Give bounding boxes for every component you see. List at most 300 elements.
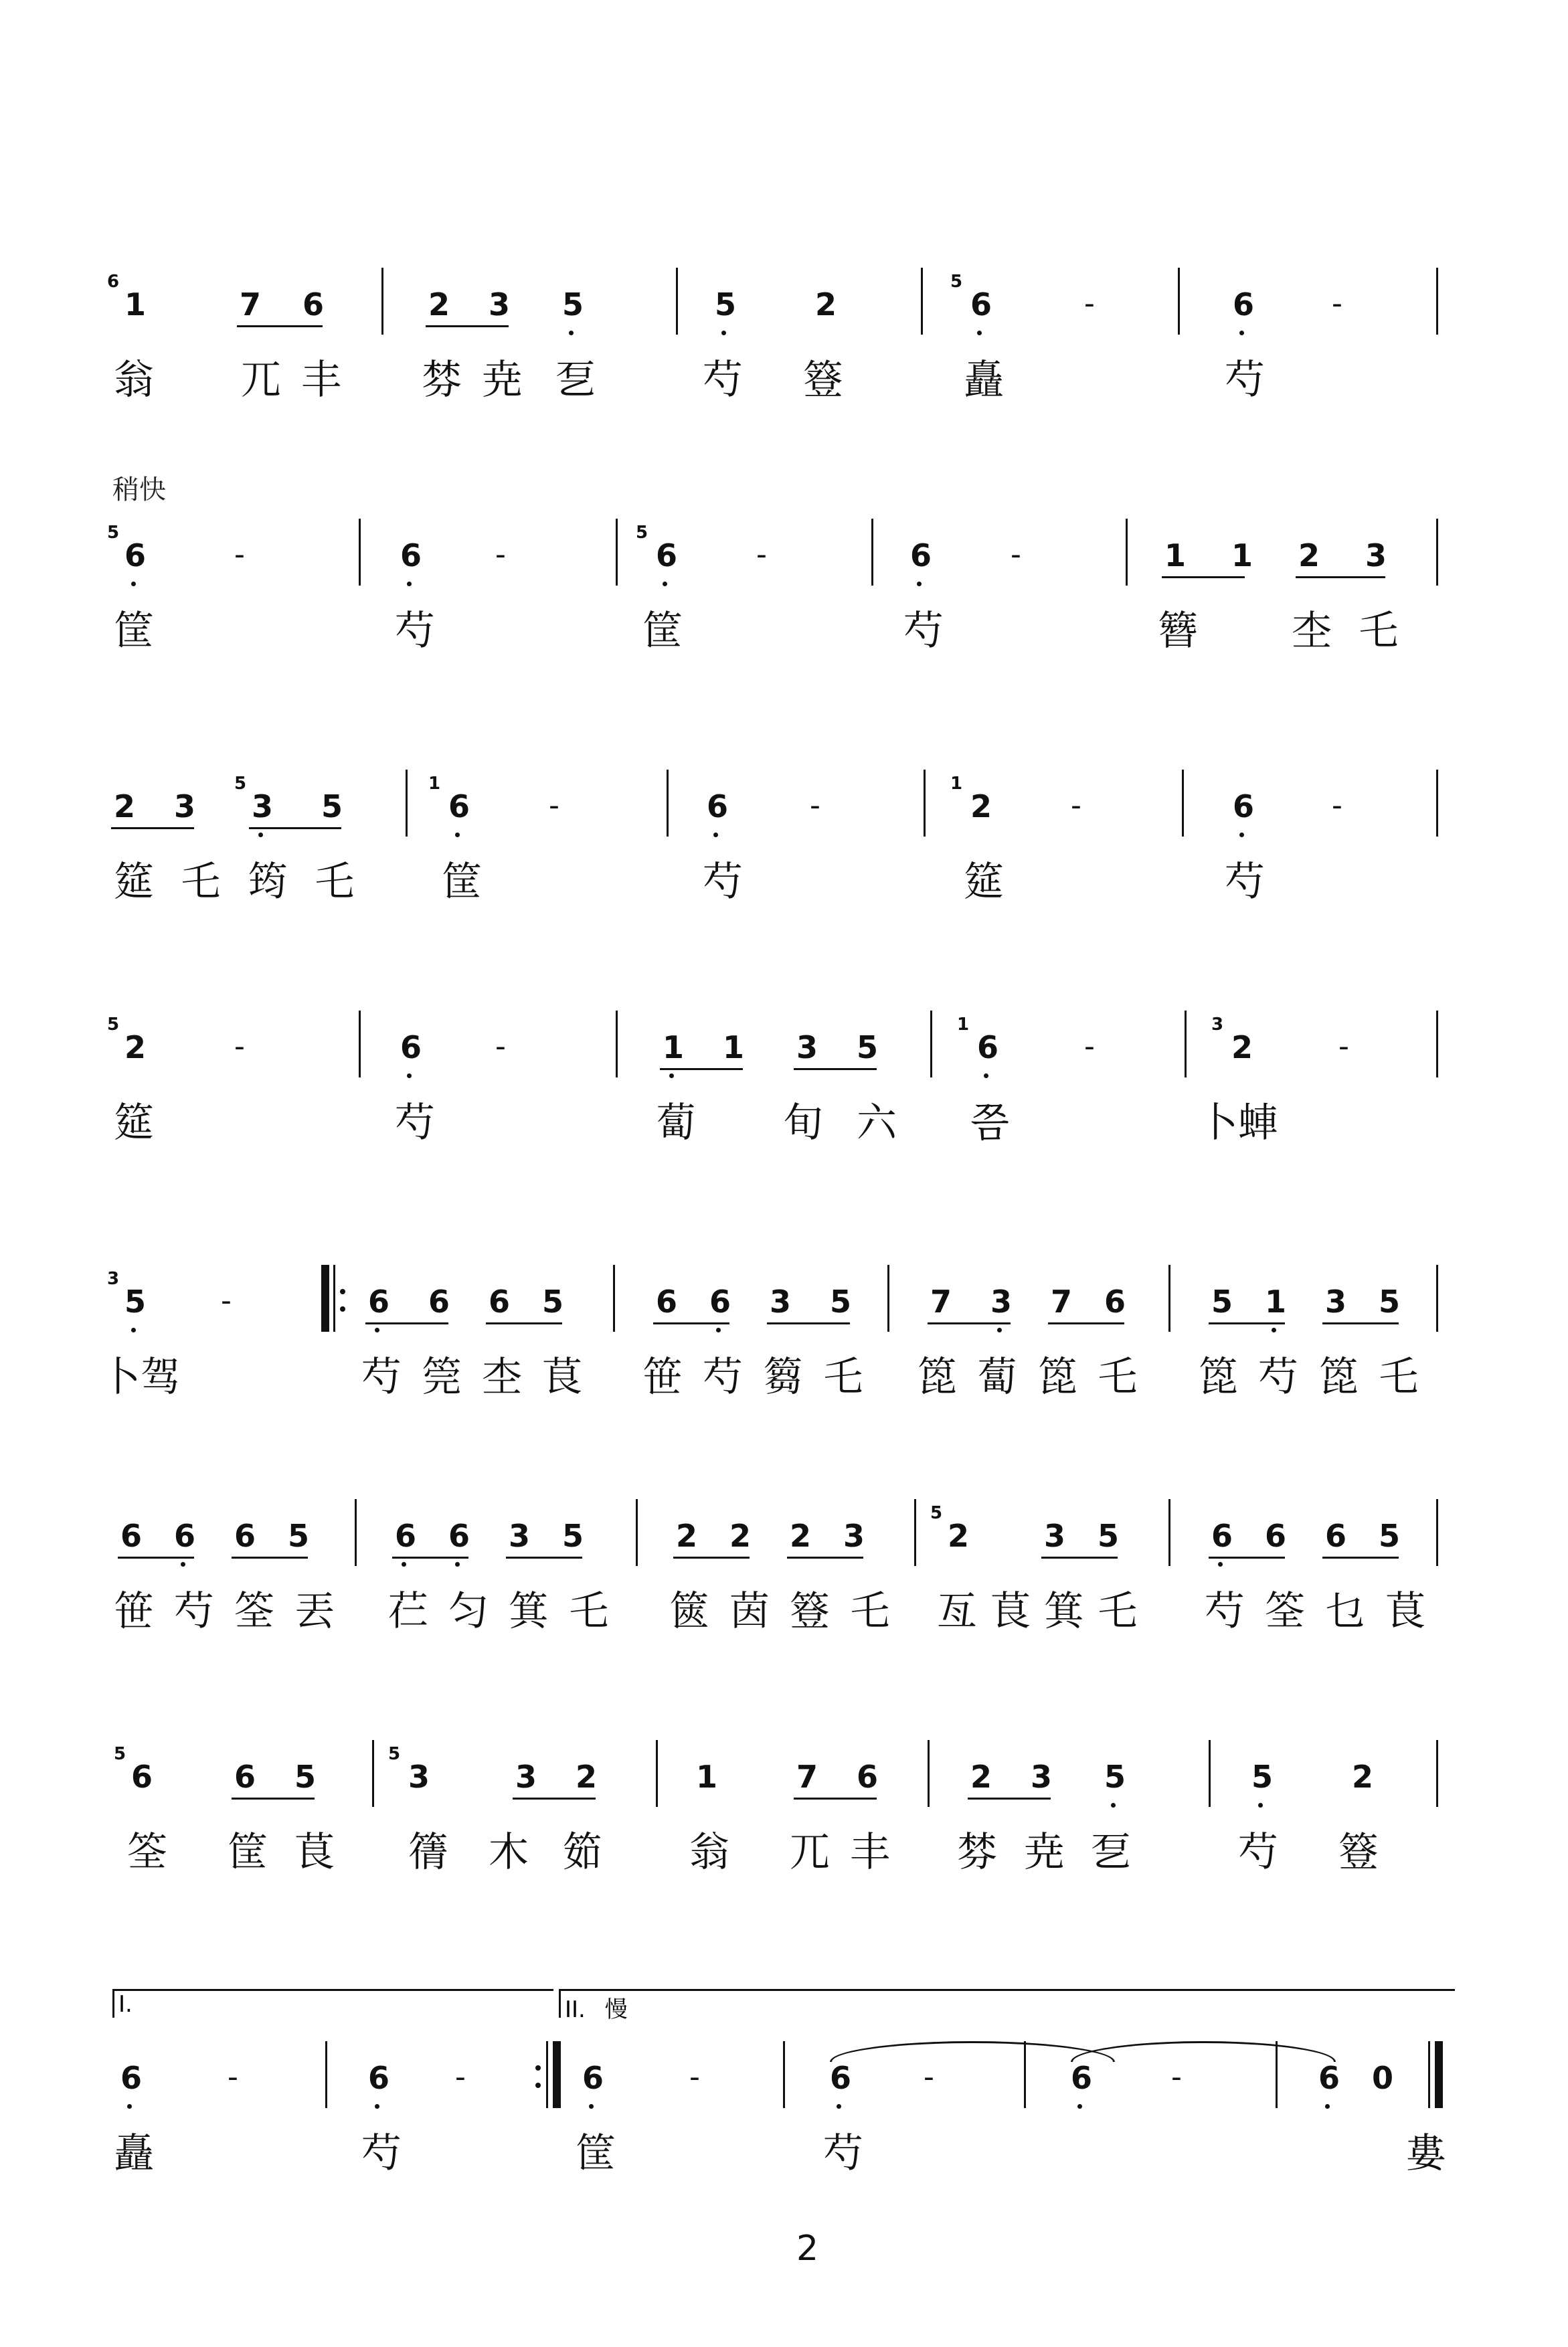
lyric: 茛 — [542, 1354, 582, 1401]
note: 6 — [368, 1284, 390, 1320]
underline — [1162, 576, 1245, 578]
grace-note: 5 — [930, 1503, 943, 1523]
note: 5 — [562, 1518, 584, 1554]
note: 6 — [857, 1759, 879, 1795]
lyric: 蔔 — [977, 1354, 1017, 1401]
note: 3 — [770, 1284, 792, 1320]
lyric: 乇 — [315, 859, 355, 905]
underline — [787, 1557, 863, 1559]
barline — [1024, 2041, 1026, 2108]
lyric-row — [100, 1820, 1459, 1901]
volta-1: I. — [112, 1989, 553, 2018]
lyric: 亙 — [937, 1588, 977, 1635]
lyric: 筐 — [114, 608, 154, 655]
octave-dot — [375, 1328, 379, 1332]
underline — [1322, 1557, 1399, 1559]
barline — [921, 268, 923, 335]
note: 6 — [124, 537, 147, 574]
underline — [118, 1557, 194, 1559]
dash: - — [221, 1284, 232, 1318]
note: 3 — [408, 1759, 430, 1795]
barline — [1436, 1011, 1438, 1077]
lyric: 乇 — [1098, 1588, 1138, 1635]
note: 5 — [288, 1518, 310, 1554]
lyric: 筐 — [576, 2130, 616, 2177]
lyric: 芍 — [1225, 859, 1265, 905]
barline — [1436, 519, 1438, 586]
dash: - — [228, 2060, 238, 2094]
octave-dot — [997, 1328, 1002, 1332]
note: 5 — [830, 1284, 852, 1320]
lyric: 쯤 — [970, 1100, 1009, 1146]
note: 2 — [1298, 537, 1320, 574]
dash: - — [455, 2060, 466, 2094]
barline — [372, 1740, 374, 1807]
underline — [660, 1068, 743, 1070]
note: 5 — [562, 286, 584, 323]
lyric: 芍 — [395, 1100, 435, 1146]
note: 6 — [656, 1284, 678, 1320]
page-number: 2 — [796, 2229, 819, 2269]
lyric: 芍 — [703, 859, 743, 905]
grace-note: 6 — [107, 272, 120, 292]
barline — [1276, 2041, 1278, 2108]
dash: - — [1011, 537, 1021, 572]
tempo-mark: 稍快 — [112, 474, 166, 505]
dash: - — [495, 537, 506, 572]
repeat-dot — [535, 2083, 541, 2088]
underline — [1048, 1322, 1124, 1324]
lyric: 翁 — [689, 1829, 729, 1876]
lyric-row — [100, 348, 1459, 428]
octave-dot — [716, 1328, 721, 1332]
lyric: 芍 — [823, 2130, 863, 2177]
lyric: 箆 — [1037, 1354, 1077, 1401]
note: 7 — [796, 1759, 818, 1795]
note: 6 — [910, 537, 932, 574]
barline — [1182, 770, 1184, 837]
octave-dot — [984, 1073, 988, 1078]
barline — [1436, 268, 1438, 335]
lyric: 乇 — [181, 859, 221, 905]
note: 2 — [1231, 1029, 1253, 1065]
octave-dot — [131, 1328, 136, 1332]
note: 3 — [1031, 1759, 1053, 1795]
octave-dot — [455, 1562, 460, 1567]
barline — [616, 1011, 618, 1077]
dash: - — [756, 537, 767, 572]
note: 6 — [1325, 1518, 1347, 1554]
octave-dot — [837, 2104, 841, 2109]
barline — [1436, 1265, 1438, 1332]
note: 5 — [321, 788, 343, 824]
underline — [426, 325, 509, 327]
tie — [1071, 2041, 1336, 2062]
lyric: 芍 — [1225, 357, 1265, 404]
volta-2 — [559, 1989, 1455, 2023]
octave-dot — [181, 1562, 185, 1567]
note: 2 — [676, 1518, 698, 1554]
dash: - — [1071, 788, 1081, 822]
note: 6 — [1318, 2060, 1340, 2096]
octave-dot — [1239, 331, 1244, 335]
octave-dot — [1218, 1562, 1223, 1567]
lyric: 杢 — [1292, 608, 1332, 655]
underline — [794, 1068, 877, 1070]
barline — [1168, 1265, 1170, 1332]
octave-dot — [663, 582, 667, 586]
note: 6 — [120, 2060, 143, 2096]
octave-dot — [1111, 1803, 1116, 1808]
lyric: 乇 — [1379, 1354, 1419, 1401]
dash: - — [1084, 1029, 1095, 1063]
lyric: 茛 — [1385, 1588, 1425, 1635]
barline — [1168, 1499, 1170, 1566]
dash: - — [924, 2060, 934, 2094]
octave-dot — [402, 1562, 406, 1567]
note: 2 — [114, 788, 136, 824]
underline — [237, 325, 323, 327]
note: 3 — [489, 286, 511, 323]
dash: - — [234, 1029, 245, 1063]
lyric: 尭 — [482, 357, 522, 404]
lyric: 兀 — [241, 357, 281, 404]
octave-dot — [258, 833, 263, 837]
grace-note: 1 — [950, 774, 963, 794]
lyric: 芍 — [174, 1588, 214, 1635]
lyric: 筠 — [248, 859, 288, 905]
note: 2 — [1352, 1759, 1374, 1795]
grace-note: 5 — [107, 523, 120, 543]
note: 6 — [428, 1284, 450, 1320]
note: 3 — [796, 1029, 818, 1065]
lyric: 芍 — [361, 1354, 402, 1401]
note: 7 — [1051, 1284, 1073, 1320]
dash: - — [234, 537, 245, 572]
underline — [928, 1322, 1011, 1324]
lyric: 乭 — [555, 357, 596, 404]
barline — [616, 519, 618, 586]
note: 1 — [124, 286, 147, 323]
octave-dot — [713, 833, 718, 837]
lyric: 乇 — [823, 1354, 863, 1401]
repeat-dot — [340, 1289, 345, 1294]
note: 5 — [1211, 1284, 1233, 1320]
underline — [513, 1798, 596, 1800]
dash: - — [1332, 286, 1342, 321]
repeat-start — [321, 1265, 329, 1332]
note: 1 — [1164, 537, 1187, 574]
note: 1 — [723, 1029, 745, 1065]
note: 3 — [252, 788, 274, 824]
lyric: 芢 — [388, 1588, 428, 1635]
lyric: 乇 — [1359, 608, 1399, 655]
note: 5 — [1379, 1518, 1401, 1554]
repeat-end — [553, 2041, 561, 2108]
note: 2 — [790, 1518, 812, 1554]
barline — [613, 1265, 615, 1332]
note: 1 — [1265, 1284, 1287, 1320]
lyric: 筐 — [228, 1829, 268, 1876]
barline — [667, 770, 669, 837]
underline — [506, 1557, 582, 1559]
note: 5 — [1251, 1759, 1274, 1795]
note: 5 — [715, 286, 737, 323]
note: 0 — [1372, 2060, 1394, 2096]
lyric: 六 — [857, 1100, 897, 1146]
lyric: 箕 — [1044, 1588, 1084, 1635]
dash: - — [1338, 1029, 1349, 1063]
lyric: 芍 — [1238, 1829, 1278, 1876]
dash: - — [1171, 2060, 1182, 2094]
underline — [1041, 1557, 1118, 1559]
barline — [325, 2041, 327, 2108]
lyric: 丰 — [301, 357, 341, 404]
note: 6 — [1233, 286, 1255, 323]
barline — [355, 1499, 357, 1566]
note: 1 — [1231, 537, 1253, 574]
note: 5 — [294, 1759, 317, 1795]
lyric: 芍 — [361, 2130, 402, 2177]
note: 3 — [1365, 537, 1387, 574]
lyric: 芍 — [903, 608, 944, 655]
dash: - — [549, 788, 559, 822]
note: 2 — [970, 788, 992, 824]
note: 6 — [707, 788, 729, 824]
lyric-row — [100, 2121, 1459, 2202]
lyric: 篋 — [669, 1588, 709, 1635]
note: 6 — [400, 1029, 422, 1065]
octave-dot — [1077, 2104, 1082, 2109]
underline — [249, 827, 341, 829]
note: 6 — [1104, 1284, 1126, 1320]
grace-note: 5 — [107, 1015, 120, 1035]
lyric: 卜蛼 — [1198, 1100, 1278, 1146]
barline — [783, 2041, 785, 2108]
underline — [968, 1798, 1051, 1800]
lyric: 翁 — [114, 357, 154, 404]
lyric: 旬 — [783, 1100, 823, 1146]
lyric-row — [100, 599, 1459, 679]
lyric: 芍 — [1205, 1588, 1245, 1635]
barline — [930, 1011, 932, 1077]
lyric: 蔔 — [656, 1100, 696, 1146]
lyric: 筎 — [562, 1829, 602, 1876]
barline — [1436, 770, 1438, 837]
lyric: 箆 — [917, 1354, 957, 1401]
note: 6 — [448, 788, 470, 824]
dash: - — [495, 1029, 506, 1063]
tempo-mark-slow: 慢 — [604, 1996, 628, 2023]
octave-dot — [1325, 2104, 1330, 2109]
volta-2-label: II. — [565, 1996, 586, 2023]
lyric: 木 — [489, 1829, 529, 1876]
dash: - — [689, 2060, 700, 2094]
note: 6 — [1265, 1518, 1287, 1554]
barline — [887, 1265, 889, 1332]
lyric-row — [100, 1579, 1459, 1660]
note: 7 — [240, 286, 262, 323]
note: 6 — [489, 1284, 511, 1320]
note: 2 — [948, 1518, 970, 1554]
lyric: 簦 — [803, 357, 843, 404]
barline — [359, 1011, 361, 1077]
lyric: 乭 — [1091, 1829, 1131, 1876]
underline — [232, 1798, 315, 1800]
note: 6 — [1233, 788, 1255, 824]
octave-dot — [569, 331, 574, 335]
lyric: 兀 — [790, 1829, 830, 1876]
lyric: 箆 — [1318, 1354, 1359, 1401]
lyric: 篘 — [763, 1354, 803, 1401]
lyric: 笹 — [114, 1588, 154, 1635]
octave-dot — [1272, 1328, 1276, 1332]
note: 6 — [1211, 1518, 1233, 1554]
barline — [1436, 1499, 1438, 1566]
lyric: 丰 — [850, 1829, 890, 1876]
note: 6 — [582, 2060, 604, 2096]
lyric: 筵 — [964, 859, 1004, 905]
barline — [871, 519, 873, 586]
barline — [1436, 1740, 1438, 1807]
dash: - — [1084, 286, 1095, 321]
note: 6 — [1071, 2060, 1093, 2096]
octave-dot — [375, 2104, 379, 2109]
grace-note: 5 — [636, 523, 648, 543]
barline — [1209, 1740, 1211, 1807]
lyric: 篟 — [408, 1829, 448, 1876]
underline — [365, 1322, 448, 1324]
lyric: 筵 — [114, 859, 154, 905]
note: 5 — [124, 1284, 147, 1320]
note: 1 — [696, 1759, 718, 1795]
barline — [1185, 1011, 1187, 1077]
octave-dot — [589, 2104, 594, 2109]
octave-dot — [407, 582, 412, 586]
barline — [546, 2041, 548, 2108]
barline — [381, 268, 383, 335]
note: 2 — [576, 1759, 598, 1795]
note: 2 — [970, 1759, 992, 1795]
grace-note: 5 — [234, 774, 247, 794]
note: 2 — [729, 1518, 752, 1554]
repeat-dot — [340, 1306, 345, 1312]
note: 6 — [400, 537, 422, 574]
note: 6 — [977, 1029, 999, 1065]
dash: - — [810, 788, 820, 822]
lyric: 筌 — [234, 1588, 274, 1635]
lyric: 箆 — [1198, 1354, 1238, 1401]
grace-note: 1 — [428, 774, 441, 794]
lyric: 箕 — [509, 1588, 549, 1635]
note: 6 — [120, 1518, 143, 1554]
lyric: 芍 — [1258, 1354, 1298, 1401]
barline — [914, 1499, 916, 1566]
note: 3 — [515, 1759, 537, 1795]
underline — [794, 1798, 877, 1800]
note: 6 — [234, 1759, 256, 1795]
lyric: 茛 — [294, 1829, 335, 1876]
octave-dot — [407, 1073, 412, 1078]
lyric: 芍 — [703, 357, 743, 404]
lyric: 筌 — [1265, 1588, 1305, 1635]
underline — [767, 1322, 850, 1324]
lyric: 丟 — [294, 1588, 335, 1635]
note: 3 — [1325, 1284, 1347, 1320]
lyric: 婁 — [1405, 2130, 1446, 2177]
barline — [676, 268, 678, 335]
final-barline — [1435, 2041, 1443, 2108]
underline — [392, 1557, 468, 1559]
octave-dot — [455, 833, 460, 837]
lyric: 棼 — [422, 357, 462, 404]
octave-dot — [1239, 833, 1244, 837]
underline — [673, 1557, 750, 1559]
octave-dot — [721, 331, 726, 335]
lyric: 筵 — [114, 1100, 154, 1146]
grace-note: 5 — [114, 1744, 126, 1764]
note: 6 — [302, 286, 325, 323]
lyric: 筌 — [127, 1829, 167, 1876]
grace-note: 1 — [957, 1015, 970, 1035]
repeat-dot — [535, 2065, 541, 2071]
underline — [111, 827, 194, 829]
lyric: 笹 — [642, 1354, 683, 1401]
lyric: 矗 — [964, 357, 1004, 404]
note: 3 — [843, 1518, 865, 1554]
note: 2 — [428, 286, 450, 323]
lyric-row — [100, 1091, 1459, 1171]
lyric: 簦 — [1338, 1829, 1379, 1876]
grace-note: 3 — [1211, 1015, 1224, 1035]
note: 3 — [509, 1518, 531, 1554]
octave-dot — [127, 2104, 132, 2109]
lyric-row — [100, 1345, 1459, 1425]
note: 6 — [970, 286, 992, 323]
note: 6 — [174, 1518, 196, 1554]
octave-dot — [1258, 1803, 1263, 1808]
lyric-row — [100, 850, 1459, 930]
lyric: 筐 — [642, 608, 683, 655]
grace-note: 5 — [388, 1744, 401, 1764]
lyric: 簦 — [790, 1588, 830, 1635]
barline — [1178, 268, 1180, 335]
note: 7 — [930, 1284, 952, 1320]
underline — [1209, 1322, 1285, 1324]
note: 2 — [124, 1029, 147, 1065]
barline — [1126, 519, 1128, 586]
octave-dot — [131, 582, 136, 586]
barline — [333, 1265, 335, 1332]
lyric: 乇 — [569, 1588, 609, 1635]
octave-dot — [917, 582, 922, 586]
grace-note: 3 — [107, 1269, 120, 1289]
note: 5 — [1098, 1518, 1120, 1554]
barline — [1428, 2041, 1430, 2108]
note: 6 — [448, 1518, 470, 1554]
lyric: 尭 — [1024, 1829, 1064, 1876]
underline — [1209, 1557, 1285, 1559]
lyric: 芍 — [395, 608, 435, 655]
note: 5 — [542, 1284, 564, 1320]
note: 5 — [1104, 1759, 1126, 1795]
note: 3 — [174, 788, 196, 824]
octave-dot — [977, 331, 982, 335]
lyric: 棼 — [957, 1829, 997, 1876]
lyric: 乜 — [1325, 1588, 1365, 1635]
lyric: 矗 — [114, 2130, 154, 2177]
note: 5 — [1379, 1284, 1401, 1320]
